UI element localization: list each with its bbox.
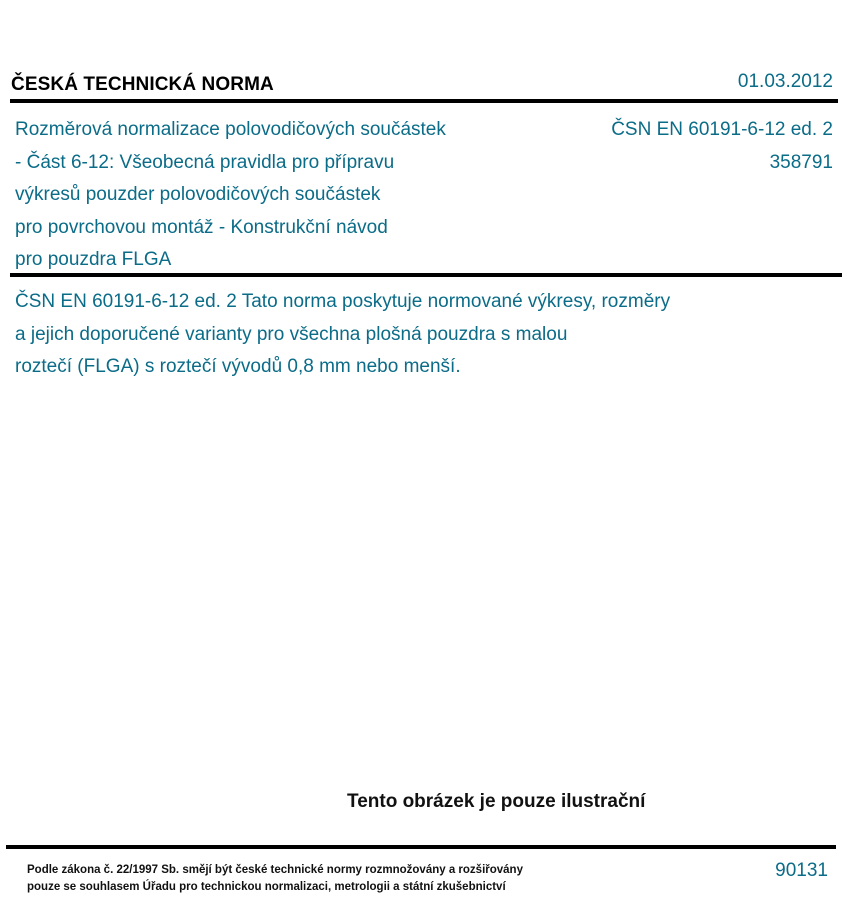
abstract-line: roztečí (FLGA) s roztečí vývodů 0,8 mm nebo menší.: [15, 356, 461, 377]
footer-number: 90131: [775, 860, 828, 881]
footer-divider: [6, 845, 836, 849]
document-title-line: pro pouzdra FLGA: [15, 249, 172, 270]
document-title: [15, 114, 515, 277]
legal-notice: [27, 862, 523, 896]
legal-notice-line: pouze se souhlasem Úřadu pro technickou normalizaci, metrologii a státní zkušebnictví: [27, 881, 506, 893]
document-title-line: pro povrchovou montáž - Konstrukční návod: [15, 216, 388, 238]
document-title-line: - Část 6-12: Všeobecná pravidla pro přípravu: [15, 151, 395, 173]
legal-notice-line: Podle zákona č. 22/1997 Sb. smějí být české technické normy rozmnožovány a rozšiřovány: [27, 864, 523, 876]
publication-date: 01.03.2012: [737, 71, 833, 92]
title-divider: [10, 273, 842, 277]
header-divider: [10, 99, 838, 103]
illustration-note: Tento obrázek je pouze ilustrační: [347, 791, 646, 812]
abstract: [15, 286, 670, 384]
abstract-line: ČSN EN 60191-6-12 ed. 2 Tato norma poskytuje normované výkresy, rozměry: [15, 291, 671, 312]
abstract-line: a jejich doporučené varianty pro všechna plošná pouzdra s malou: [15, 323, 568, 345]
document-identifiers: [611, 114, 833, 179]
standard-code: ČSN EN 60191-6-12 ed. 2: [611, 119, 833, 140]
standard-header-title: ČESKÁ TECHNICKÁ NORMA: [11, 74, 274, 95]
catalog-number: 358791: [769, 151, 833, 173]
document-title-line: výkresů pouzder polovodičových součástek: [15, 184, 381, 205]
document-title-line: Rozměrová normalizace polovodičových součástek: [15, 119, 446, 140]
